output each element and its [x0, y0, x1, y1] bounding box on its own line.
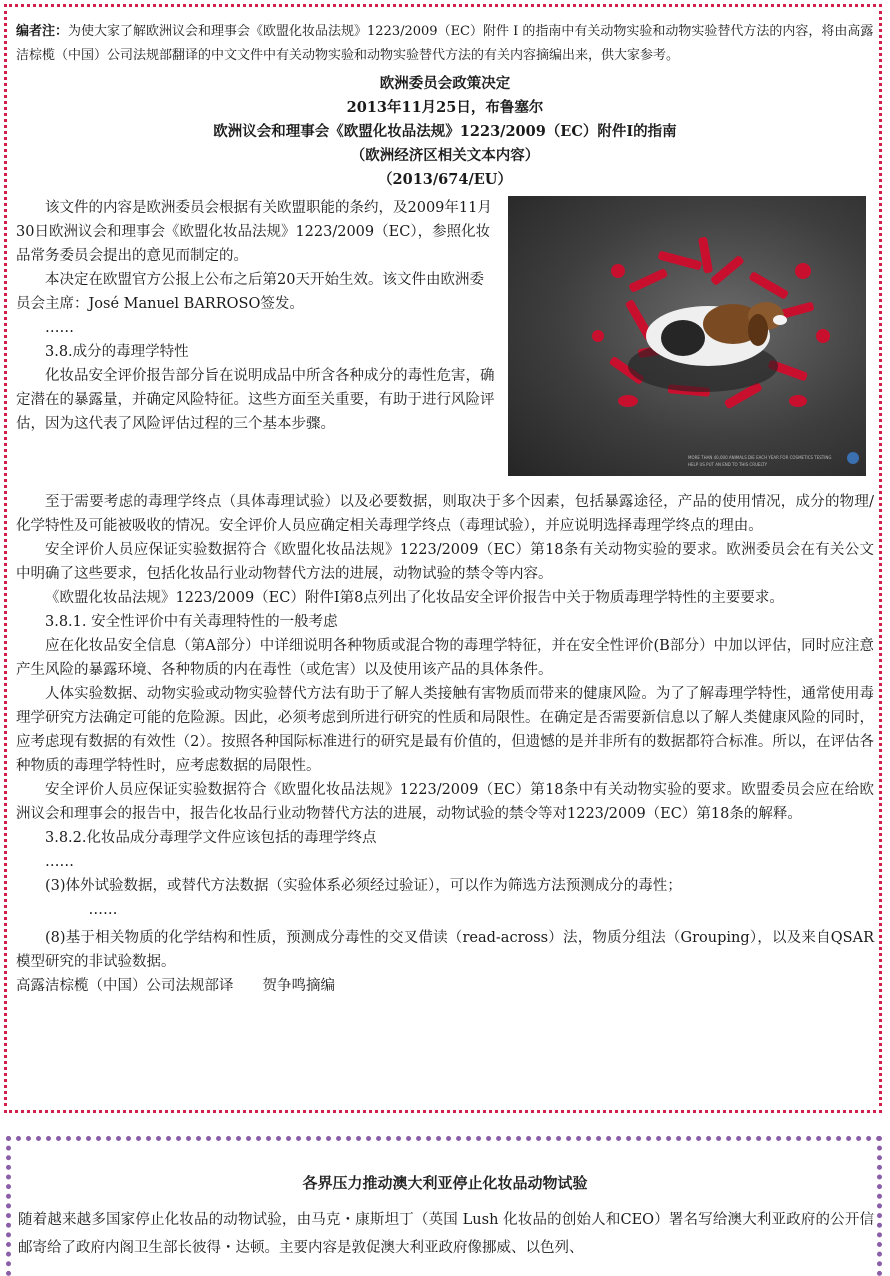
- photo-caption-line-2: HELP US PUT AN END TO THIS CRUELTY: [688, 462, 768, 467]
- photo-caption-line-1: MORE THAN 40,000 ANIMALS DIE EACH YEAR FOR COSMETICS TESTING: [688, 455, 832, 460]
- document-header: [16, 72, 874, 192]
- article-2-body: 随着越来越多国家停止化妆品的动物试验，由马克・康斯坦丁（英国 Lush 化妆品的创始人和CEO）署名写给澳大利亚政府的公开信邮寄给了政府内阁卫生部长彼得・达顿。主要内容是敦促澳大利亚政府像挪威、以色列、: [18, 1212, 874, 1256]
- body-ellipsis-1: ……: [45, 854, 74, 870]
- section-3-8-title: 3.8.成分的毒理学特性: [45, 344, 189, 360]
- body-ellipsis-2: ……: [88, 902, 118, 918]
- body-paragraph-6: 安全评价人员应保证实验数据符合《欧盟化妆品法规》1223/2009（EC）第18条中有关动物实验的要求。欧盟委员会应在给欧洲议会和理事会的报告中，报告化妆品行业动物替代方法的进展，动物试验的禁令等对1223/2009（EC）第18条的解释。: [16, 782, 874, 822]
- body-paragraph-5: 人体实验数据、动物实验或动物实验替代方法有助于了解人类接触有害物质而带来的健康风险。为了了解毒理学特性，通常使用毒理学研究方法确定可能的危险源。因此，必须考虑到所进行研究的性质和局限性。在确定是否需要新信息以了解人类健康风险的同时，应考虑现有数据的有效性（2）。按照各种国际标准进行的研究是最有价值的，但遗憾的是并非所有的数据都符合标准。所以，在评估各种物质的毒理学特性时，应考虑数据的局限性。: [16, 686, 874, 774]
- lead-section: [16, 196, 874, 486]
- body-paragraph-2: 安全评价人员应保证实验数据符合《欧盟化妆品法规》1223/2009（EC）第18条有关动物实验的要求。欧洲委员会在有关公文中明确了这些要求，包括化妆品行业动物替代方法的进展，动物试验的禁令等内容。: [16, 542, 874, 582]
- lead-paragraph-1: 该文件的内容是欧洲委员会根据有关欧盟职能的条约，及2009年11月30日欧洲议会和理事会《欧盟化妆品法规》1223/2009（EC），参照化妆品常务委员会提出的意见而制定的。: [16, 200, 492, 264]
- beagle-lipstick-photo: [508, 196, 866, 476]
- editor-note-text: 为使大家了解欧洲议会和理事会《欧盟化妆品法规》1223/2009（EC）附件 I 的指南中有关动物实验和动物实验替代方法的内容，将由高露洁棕榄（中国）公司法规部翻译的中文文件中有关动物实验和动物实验替代方法的有关内容摘编出来，供大家参考。: [16, 24, 874, 63]
- top-article: [16, 20, 874, 998]
- list-item-3: (3)体外试验数据，或替代方法数据（实验体系必须经过验证），可以作为筛选方法预测成分的毒性；: [45, 878, 682, 894]
- translator-signature: 高露洁棕榄（中国）公司法规部译 贺争鸣摘编: [16, 978, 335, 994]
- header-line-2: 2013年11月25日，布鲁塞尔: [346, 99, 544, 116]
- lead-ellipsis: ……: [45, 320, 74, 336]
- header-line-5: （2013/674/EU）: [378, 171, 512, 188]
- photo-logo-icon: [847, 452, 859, 464]
- main-body: [16, 490, 874, 998]
- section-3-8-2-title: 3.8.2.化妆品成分毒理学文件应该包括的毒理学终点: [45, 830, 377, 846]
- body-paragraph-4: 应在化妆品安全信息（第A部分）中详细说明各种物质或混合物的毒理学特征，并在安全性评价(B部分）中加以评估，同时应注意产生风险的暴露环境、各种物质的内在毒性（或危害）以及使用该产品的具体条件。: [16, 638, 874, 678]
- editor-note: [16, 20, 874, 68]
- lead-paragraph-2: 本决定在欧盟官方公报上公布之后第20天开始生效。该文件由欧洲委员会主席：José Manuel BARROSO签发。: [16, 272, 484, 312]
- editor-note-label: 编者注：: [16, 24, 69, 39]
- section-3-8-1-title: 3.8.1. 安全性评价中有关毒理特性的一般考虑: [45, 614, 338, 630]
- body-paragraph-3: 《欧盟化妆品法规》1223/2009（EC）附件I第8点列出了化妆品安全评价报告中关于物质毒理学特性的主要要求。: [45, 590, 784, 606]
- photo-illustration: [508, 196, 866, 476]
- header-line-3: 欧洲议会和理事会《欧盟化妆品法规》1223/2009（EC）附件I的指南: [213, 123, 677, 140]
- header-line-1: 欧洲委员会政策决定: [379, 75, 511, 92]
- lead-text: [16, 196, 496, 436]
- article-2-title: 各界压力推动澳大利亚停止化妆品动物试验: [302, 1174, 588, 1192]
- body-paragraph-1: 至于需要考虑的毒理学终点（具体毒理试验）以及必要数据，则取决于多个因素，包括暴露途径，产品的使用情况，成分的物理/化学特性及可能被吸收的情况。安全评价人员应确定相关毒理学终点（毒理试验），并应说明选择毒理学终点的理由。: [16, 494, 874, 534]
- lead-paragraph-3: 化妆品安全评价报告部分旨在说明成品中所含各种成分的毒性危害，确定潜在的暴露量，并确定风险特征。这些方面至关重要，有助于进行风险评估，因为这代表了风险评估过程的三个基本步骤。: [16, 368, 495, 432]
- header-line-4: （欧洲经济区相关文本内容）: [350, 147, 540, 164]
- list-item-8: (8)基于相关物质的化学结构和性质，预测成分毒性的交叉借读（read-across）法，物质分组法（Grouping），以及来自QSAR模型研究的非试验数据。: [16, 930, 874, 970]
